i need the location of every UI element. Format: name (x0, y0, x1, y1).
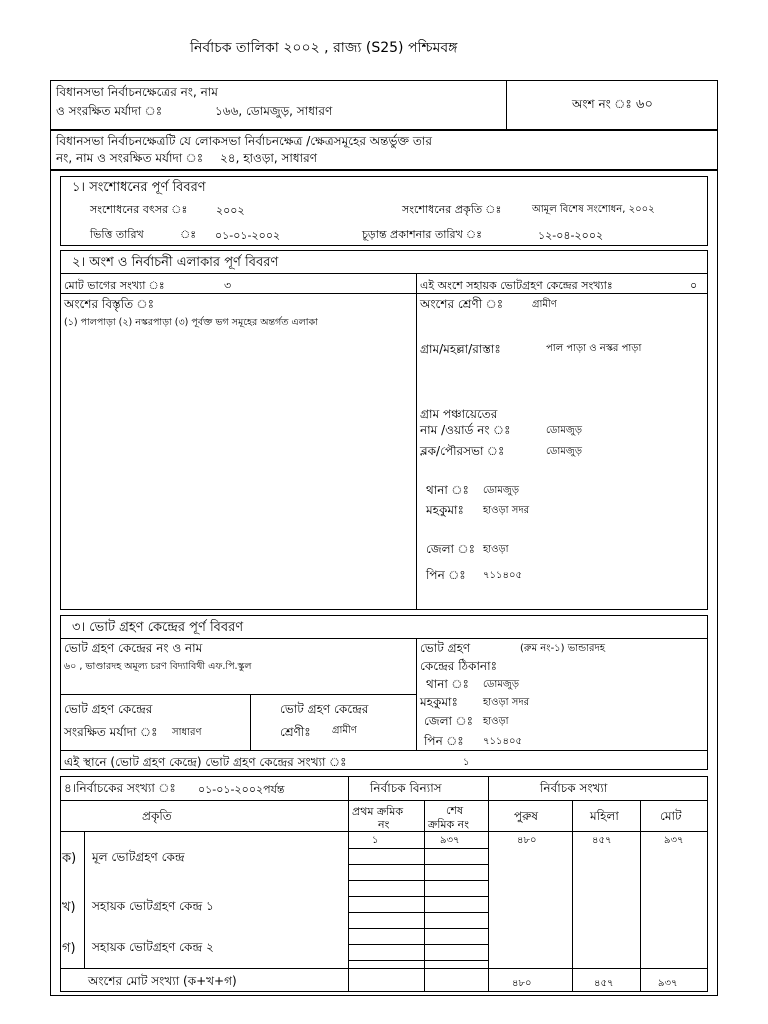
centre-class-value: গ্রামীণ (332, 725, 357, 736)
revision-year-label: সংশোধনের বৎসর ঃ (90, 203, 188, 216)
total-parts-label: মোট ভাগের সংখ্যা ঃ (64, 279, 165, 292)
row-first-serial: ১ (372, 835, 379, 846)
assembly-value: ১৬৬, ডোমজুড়, সাধারণ (215, 104, 333, 118)
centre-address-label-2: কেন্দ্রের ঠিকানাঃ (420, 659, 497, 673)
row-mark: গ) (62, 941, 76, 956)
subdivision-value: হাওড়া সদর (483, 505, 530, 516)
polling-centre-label: ভোট গ্রহণ কেন্দ্রের নং ও নাম (64, 641, 203, 655)
panchayat-label: গ্রাম পঞ্চায়েতের (420, 407, 498, 421)
last-serial-header: শেষ (446, 804, 464, 817)
pin-value: ৭১১৪০৫ (483, 570, 522, 581)
thana-value: ডোমজুড় (483, 485, 519, 496)
centre-district-label: জেলা ঃ (424, 714, 473, 728)
district-value: হাওড়া (483, 544, 509, 555)
divider (506, 80, 507, 130)
aux-centres-value: ০ (690, 279, 698, 292)
total-parts-value: ৩ (224, 279, 232, 292)
divider (348, 944, 488, 945)
polling-centre-value: ৬০ , ভাণ্ডারদহ অমূল্য চরণ বিদ্যাবিথী এফ.পি.স্কুল (64, 661, 252, 672)
divider (60, 638, 708, 639)
divider (416, 273, 417, 610)
extent-value: (১) পালপাড়া (২) নস্করপাড়া (৩) পূর্বক্ত ভগ সমূহের অন্তর্গত এলাকা (64, 317, 318, 328)
male-header: পুরুষ (514, 809, 538, 823)
divider (640, 800, 641, 992)
centre-address-label: ভোট গ্রহণ (420, 641, 471, 655)
centre-address-value: (রুম নং-১) ভান্ডারদহ (520, 643, 605, 654)
row-label: সহায়ক ভোটগ্রহণ কেন্দ্র ১ (92, 899, 214, 913)
revision-nature-value: আমূল বিশেষ সংশোধন, ২০০২ (532, 204, 655, 215)
extent-label: অংশের বিস্তৃতি ঃ (64, 297, 155, 311)
divider (60, 800, 708, 801)
village-label: গ্রাম/মহল্লা/রাস্তাঃ (420, 342, 501, 356)
row-mark: খ) (62, 900, 76, 915)
block-label: ব্লক/পৌরসভা ঃ (420, 444, 505, 458)
total-female: ৪৫৭ (594, 978, 614, 989)
reserved-status-label: ও সংরক্ষিত মর্যাদা ঃ (56, 104, 163, 118)
pin-label: পিন ঃ (426, 568, 466, 582)
divider (60, 273, 708, 274)
row-label: সহায়ক ভোটগ্রহণ কেন্দ্র ২ (92, 940, 214, 954)
total-male: ৪৮০ (512, 978, 532, 989)
total-total: ৯৩৭ (658, 978, 678, 989)
final-publication-label: চূড়ান্ত প্রকাশনার তারিখ ঃ (362, 228, 483, 241)
subdivision-label: মহকুমাঃ (426, 503, 464, 517)
ward-label: নাম /ওয়ার্ড নং ঃ (420, 423, 511, 437)
section3-heading: ৩। ভোট গ্রহণ কেন্দ্রের পূর্ণ বিবরণ (72, 620, 244, 635)
centre-subdivision-value: হাওড়া সদর (483, 697, 530, 708)
divider (348, 912, 488, 913)
centre-thana-value: ডোমজুড় (483, 679, 519, 690)
divider (348, 880, 488, 881)
page-title: নির্বাচক তালিকা ২০০২ , রাজ্য (S25) পশ্চিমবঙ্গ (190, 40, 458, 56)
centre-reserved-label-2: সংরক্ষিত মর্যাদা ঃ (64, 725, 158, 739)
revision-nature-label: সংশোধনের প্রকৃতি ঃ (402, 203, 502, 216)
voters-count-label: ৪।নির্বাচকের সংখ্যা ঃ (64, 781, 176, 795)
part-category-label: অংশের শ্রেণী ঃ (420, 297, 504, 311)
village-value: পাল পাড়া ও নস্কর পাড়া (546, 343, 642, 354)
centre-subdivision-label: মহকুমাঃ (420, 695, 458, 709)
base-date-label: ভিত্তি তারিখ (90, 228, 144, 241)
divider (348, 896, 488, 897)
female-header: মহিলা (590, 809, 619, 823)
divider (348, 928, 488, 929)
centre-class-label: ভোট গ্রহণ কেন্দ্রের (280, 702, 369, 716)
centre-pin-value: ৭১১৪০৫ (483, 736, 522, 747)
divider (250, 694, 251, 750)
centre-count-label: এই স্থানে (ভোট গ্রহণ কেন্দ্রে) ভোট গ্রহণ কেন্দ্রের সংখ্যা ঃ (64, 755, 347, 769)
divider (60, 968, 708, 969)
first-serial-header: প্রথম ক্রমিক (352, 805, 404, 818)
first-serial-header-2: নং (378, 818, 390, 831)
centre-district-value: হাওড়া (483, 716, 509, 727)
row-label: মূল ভোটগ্রহণ কেন্দ্র (92, 850, 185, 864)
loksabha-value: ২৪, হাওড়া, সাধারণ (220, 151, 317, 165)
part-no-value: ৬০ (636, 97, 653, 112)
base-date-colon: ঃ (180, 228, 197, 241)
divider (60, 750, 708, 751)
base-date-value: ০১-০১-২০০২ (215, 229, 281, 242)
voters-count-date: ০১-০১-২০০২পর্যন্ত (198, 783, 285, 796)
voter-count-header: নির্বাচক সংখ্যা (540, 781, 608, 795)
loksabha-label: বিধানসভা নির্বাচনক্ষেত্রটি যে লোকসভা নির্বাচনক্ষেত্র /ক্ষেত্রসমূহের অন্তর্ভুক্ত তার (56, 134, 432, 148)
panchayat-value: ডোমজুড় (546, 425, 582, 436)
thana-label: থানা ঃ (426, 483, 469, 497)
centre-pin-label: পিন ঃ (424, 734, 464, 748)
part-category-value: গ্রামীণ (532, 299, 557, 310)
aux-centres-label: এই অংশে সহায়ক ভোটগ্রহণ কেন্দ্রের সংখ্যাঃ (420, 279, 613, 292)
section2-box (60, 250, 708, 610)
row-total: ৯৩৭ (664, 835, 684, 846)
last-serial-header-2: ক্রমিক নং (428, 818, 469, 831)
centre-count-value: ১ (463, 757, 470, 768)
final-publication-value: ১২-০৪-২০০২ (538, 229, 604, 242)
section2-heading: ২। অংশ ও নির্বাচনী এলাকার পূর্ণ বিবরণ (72, 255, 279, 270)
revision-year-value: ২০০২ (216, 204, 245, 217)
voter-layout-header: নির্বাচক বিন্যাস (370, 781, 442, 795)
divider (348, 960, 488, 961)
centre-thana-label: থানা ঃ (426, 677, 469, 691)
divider (60, 694, 416, 695)
centre-reserved-label: ভোট গ্রহণ কেন্দ্রের (64, 702, 153, 716)
assembly-label: বিধানসভা নির্বাচনক্ষেত্রের নং, নাম (56, 85, 218, 99)
divider (572, 800, 573, 992)
part-no-label: অংশ নং ঃ (572, 97, 632, 111)
divider (488, 776, 489, 992)
district-label: জেলা ঃ (426, 542, 475, 556)
divider (348, 848, 488, 849)
row-female: ৪৫৭ (592, 835, 612, 846)
centre-class-label-2: শ্রেণীঃ (280, 725, 311, 739)
loksabha-status-label: নং, নাম ও সংরক্ষিত মর্যাদা ঃ (56, 151, 204, 165)
nature-header: প্রকৃতি (142, 809, 172, 823)
divider (416, 638, 417, 750)
block-value: ডোমজুড় (546, 446, 582, 457)
row-mark: ক) (62, 851, 77, 866)
divider (84, 831, 85, 968)
row-last-serial: ৯৩৭ (440, 835, 460, 846)
divider (348, 864, 488, 865)
row-male: ৪৮০ (517, 835, 537, 846)
total-row-label: অংশের মোট সংখ্যা (ক+খ+গ) (88, 974, 237, 988)
total-header: মোট (660, 809, 682, 823)
centre-reserved-value: সাধারণ (172, 727, 202, 738)
section1-heading: ১। সংশোধনের পূর্ণ বিবরণ (72, 180, 206, 195)
